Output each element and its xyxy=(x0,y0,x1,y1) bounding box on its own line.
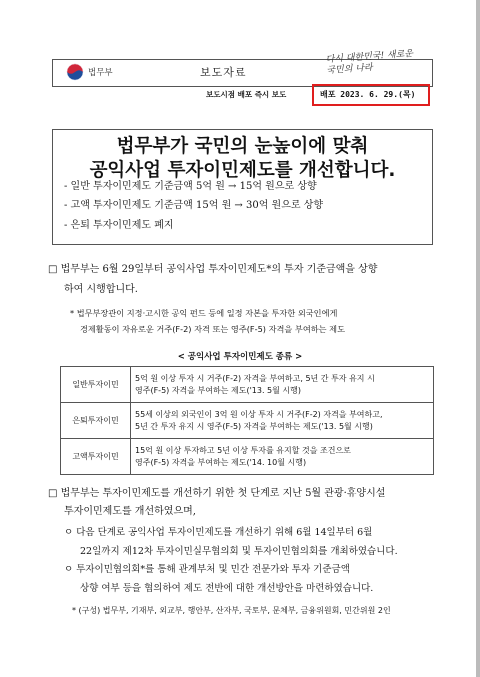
table-row xyxy=(61,367,434,403)
row-name: 고액투자이민 xyxy=(61,439,131,475)
section2-item2-line1: ㅇ 투자이민협의회*를 통해 관계부처 및 민간 전문가와 투자 기준금액 xyxy=(64,564,350,575)
table-row xyxy=(61,439,434,475)
definition-note-2: 경제활동이 자유로운 거주(F-2) 자격 또는 영주(F-5) 자격을 부여하는 제도 xyxy=(80,324,345,334)
government-emblem-icon xyxy=(66,63,84,81)
row-name: 은퇴투자이민 xyxy=(61,403,131,439)
slogan-handwriting: 다시 대한민국! 새로운 국민의 나라 xyxy=(325,49,414,77)
headline-line-1: 법무부가 국민의 눈높이에 맞춰 xyxy=(116,136,369,157)
press-release-label: 보도자료 xyxy=(200,66,247,79)
composition-footnote: * (구성) 법무부, 기재부, 외교부, 행안부, 산자부, 국토부, 문체부, 금융위원회, 민간위원 2인 xyxy=(72,606,391,615)
section-marker: □ xyxy=(48,488,58,499)
section-marker: □ xyxy=(48,264,58,275)
table-title: < 공익사업 투자이민제도 종류 > xyxy=(177,352,303,362)
headline-bullet: - 일반 투자이민제도 기준금액 5억 원 → 15억 원으로 상향 xyxy=(64,181,317,192)
ministry-name: 법무부 xyxy=(88,68,113,78)
page-edge-scrollbar xyxy=(476,0,480,677)
investment-types-table xyxy=(60,366,434,475)
section2-item2-line2: 상향 여부 등을 협의하여 제도 전반에 대한 개선방안을 마련하였습니다. xyxy=(80,583,374,594)
row-description: 55세 이상의 외국인이 3억 원 이상 투자 시 거주(F-2) 자격을 부여하고, 5년 간 투자 유지 시 영주(F-5) 자격을 부여하는 제도('13. 5월 시행) xyxy=(131,403,434,439)
section2-line-2: 투자이민제도를 개선하였으며, xyxy=(64,506,196,517)
row-name: 일반투자이민 xyxy=(61,367,131,403)
embargo-notice: 보도시점 배포 즉시 보도 xyxy=(206,90,287,99)
headline-bullet: - 고액 투자이민제도 기준금액 15억 원 → 30억 원으로 상향 xyxy=(64,200,324,211)
table-row xyxy=(61,403,434,439)
row-description: 5억 원 이상 투자 시 거주(F-2) 자격을 부여하고, 5년 간 투자 유지 시 영주(F-5) 자격을 부여하는 제도('13. 5월 시행) xyxy=(131,367,434,403)
section2-line-1: □ 법무부는 투자이민제도를 개선하기 위한 첫 단계로 지난 5월 관광·휴양시설 xyxy=(48,488,386,499)
definition-note-1: * 법무부장관이 지정·고시한 공익 펀드 등에 일정 자본을 투자한 외국인에게 xyxy=(70,308,338,318)
section1-line-2: 하여 시행합니다. xyxy=(64,284,138,295)
section1-line-1: □ 법무부는 6월 29일부터 공익사업 투자이민제도*의 투자 기준금액을 상향 xyxy=(48,264,378,275)
headline-bullet: - 은퇴 투자이민제도 폐지 xyxy=(64,220,174,231)
row-description: 15억 원 이상 투자하고 5년 이상 투자를 유지할 것을 조건으로 영주(F-5) 자격을 부여하는 제도('14. 10월 시행) xyxy=(131,439,434,475)
section2-item1-line2: 22일까지 제12차 투자이민실무협의회 및 투자이민협의회를 개최하였습니다. xyxy=(80,546,398,557)
section2-item1-line1: ㅇ 다음 단계로 공익사업 투자이민제도를 개선하기 위해 6월 14일부터 6월 xyxy=(64,527,373,538)
headline-line-2: 공익사업 투자이민제도를 개선합니다. xyxy=(89,160,396,181)
release-date: 배포 2023. 6. 29.(목) xyxy=(320,90,416,99)
